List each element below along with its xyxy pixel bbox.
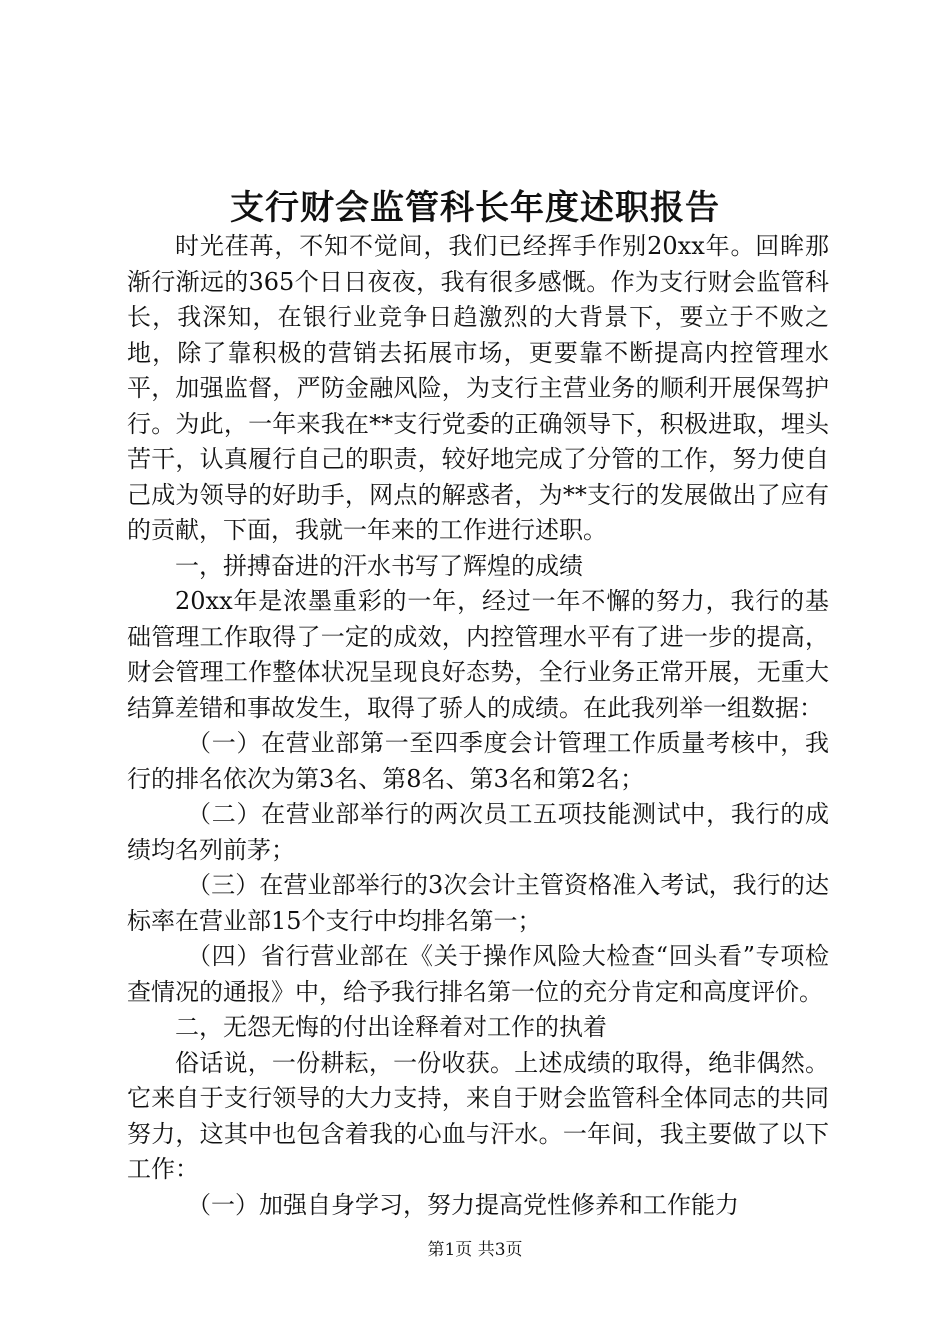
paragraph-efforts: 俗话说，一份耕耘，一份收获。上述成绩的取得，绝非偶然。它来自于支行领导的大力支持，来自于财会监管科全体同志的共同努力，这其中也包含着我的心血与汗水。一年间，我主要做了以下工作： <box>127 1048 829 1183</box>
list-item-3: （三）在营业部举行的3次会计主管资格准入考试，我行的达标率在营业部15个支行中均排名第一； <box>127 871 829 935</box>
sub-heading-1: （一）加强自身学习，努力提高党性修养和工作能力 <box>187 1190 739 1219</box>
paragraph-intro: 时光荏苒，不知不觉间，我们已经挥手作别20xx年。回眸那渐行渐远的365个日日夜夜，我有很多感慨。作为支行财会监管科长，我深知，在银行业竞争日趋激烈的大背景下，要立于不败之地，除了靠积极的营销去拓展市场，更要靠不断提高内控管理水平，加强监督，严防金融风险，为支行主营业务的顺利开展保驾护行。为此，一年来我在**支行党委的正确领导下，积极进取，埋头苦干，认真履行自己的职责，较好地完成了分管的工作，努力使自己成为领导的好助手，网点的解惑者，为**支行的发展做出了应有的贡献，下面，我就一年来的工作进行述职。 <box>127 232 829 544</box>
paragraph-achievements: 20xx年是浓墨重彩的一年，经过一年不懈的努力，我行的基础管理工作取得了一定的成效，内控管理水平有了进一步的提高，财会管理工作整体状况呈现良好态势，全行业务正常开展，无重大结算差错和事故发生，取得了骄人的成绩。在此我列举一组数据： <box>127 587 829 722</box>
section-heading-2: 二，无怨无悔的付出诠释着对工作的执着 <box>175 1013 607 1041</box>
list-item-4: （四）省行营业部在《关于操作风险大检查“回头看”专项检查情况的通报》中，给予我行排名第一位的充分肯定和高度评价。 <box>127 942 829 1006</box>
list-item-1: （一）在营业部第一至四季度会计管理工作质量考核中，我行的排名依次为第3名、第8名、第3名和第2名； <box>127 729 829 793</box>
list-item-2: （二）在营业部举行的两次员工五项技能测试中，我行的成绩均名列前茅； <box>127 800 829 864</box>
section-heading-1: 一，拼搏奋进的汗水书写了辉煌的成绩 <box>175 551 583 580</box>
document-title: 支行财会监管科长年度述职报告 <box>230 188 720 228</box>
page-indicator: 第1页 共3页 <box>427 1240 523 1260</box>
document-body <box>127 229 829 1223</box>
